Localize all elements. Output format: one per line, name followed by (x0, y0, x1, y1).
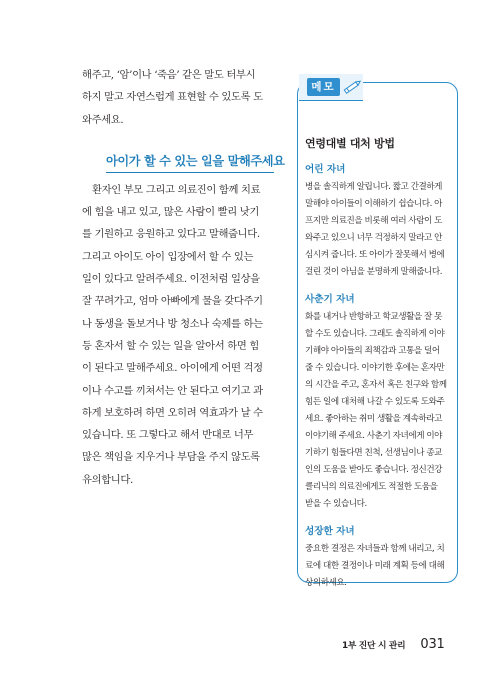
memo-paragraph (305, 309, 453, 513)
text-line: 와주고 있으니 너무 걱정하지 말라고 안 (305, 233, 443, 243)
memo-label: 메모 (307, 78, 340, 96)
memo-subheading: 성장한 자녀 (305, 526, 355, 537)
memo-subheading: 어린 자녀 (305, 164, 346, 175)
pencil-icon (341, 77, 363, 97)
text-line: 인의 도움을 받아도 좋습니다. 정신건강 (305, 465, 443, 475)
text-line: 등 혼자서 할 수 있는 일을 알아서 하면 힘 (82, 339, 259, 352)
text-line: 기하기 힘들다면 친척, 선생님이나 종교 (305, 448, 443, 458)
text-line: 병을 솔직하게 알립니다. 짧고 간결하게 (305, 182, 443, 192)
text-line: 해주고, ‘암’이나 ‘죽음’ 같은 말도 터부시 (82, 69, 256, 81)
intro-paragraph (82, 64, 285, 131)
section-heading: 아이가 할 수 있는 일을 말해주세요 (106, 152, 274, 173)
text-line: 힘든 일에 대처해 나갈 수 있도록 도와주 (305, 397, 445, 407)
memo-paragraph (305, 541, 453, 592)
text-line: 일이 있다고 알려주세요. 이전처럼 일상을 (82, 273, 260, 286)
main-column (82, 64, 285, 491)
memo-paragraph (305, 179, 453, 281)
text-line: 이야기해 주세요. 사춘기 자녀에게 이야 (305, 431, 443, 441)
text-line: 나 동생을 돌보거나 방 청소나 숙제를 하는 (82, 317, 263, 330)
text-line: 세요. 좋아하는 취미 생활을 계속하라고 (305, 414, 443, 424)
text-line: 중요한 결정은 자녀들과 함께 내리고, 치 (305, 544, 445, 554)
text-line: 받을 수 있습니다. (305, 499, 367, 509)
page-footer (342, 634, 445, 653)
memo-content (305, 135, 453, 602)
text-line: 클리닉의 의료진에게도 적절한 도움을 (305, 482, 438, 492)
text-line: 그리고 아이도 아이 입장에서 할 수 있는 (82, 250, 254, 263)
body-paragraph (82, 179, 285, 491)
text-line: 걸린 것이 아님을 분명하게 말해줍니다. (305, 267, 443, 277)
text-line: 프지만 의료진을 비롯해 여러 사람이 도 (305, 216, 443, 226)
text-line: 할 수도 있습니다. 그래도 솔직하게 이야 (305, 329, 445, 339)
text-line: 이 된다고 말해주세요. 아이에게 어떤 걱정 (82, 362, 263, 375)
memo-tag (299, 74, 363, 101)
text-line: 말해야 아이들이 이해하기 쉽습니다. 아 (305, 199, 443, 209)
text-line: 심시켜 줍니다. 또 아이가 잘못해서 병에 (305, 250, 445, 260)
text-line: 있습니다. 또 그렇다고 해서 반대로 너무 (82, 429, 254, 442)
text-line: 화를 내거나 반항하고 학교생활을 잘 못 (305, 312, 443, 322)
text-line: 유의합니다. (82, 473, 133, 486)
text-line: 하게 보호하려 하면 오히려 역효과가 날 수 (82, 406, 263, 419)
text-line: 이나 수고를 끼쳐서는 안 된다고 여기고 과 (82, 384, 263, 397)
text-line: 하지 말고 자연스럽게 표현할 수 있도록 도 (82, 91, 263, 104)
memo-subheading: 사춘기 자녀 (305, 294, 355, 305)
text-line: 의 시간을 주고, 혼자서 혹은 친구와 함께 (305, 380, 447, 390)
text-line: 환자인 부모 그리고 의료진이 함께 치료 (92, 183, 261, 196)
text-line: 기해야 아이들의 죄책감과 고통을 덜어 (305, 346, 440, 356)
memo-title: 연령대별 대처 방법 (305, 137, 395, 150)
page-number: 031 (420, 637, 445, 652)
text-line: 많은 책임을 지우거나 부담을 주지 않도록 (82, 451, 260, 464)
text-line: 와주세요. (82, 113, 124, 126)
text-line: 에 힘을 내고 있고, 많은 사람이 빨리 낫기 (82, 206, 259, 219)
text-line: 를 기원하고 응원하고 있다고 말해줍니다. (82, 228, 260, 241)
text-line: 료에 대한 결정이나 미래 계획 등에 대해 (305, 561, 445, 571)
chapter-label: 1부 진단 시 관리 (342, 641, 406, 651)
text-line: 상의하세요. (305, 578, 347, 588)
text-line: 잘 꾸려가고, 엄마 아빠에게 물을 갖다주기 (82, 295, 263, 308)
text-line: 줄 수 있습니다. 이야기한 후에는 혼자만 (305, 363, 445, 373)
